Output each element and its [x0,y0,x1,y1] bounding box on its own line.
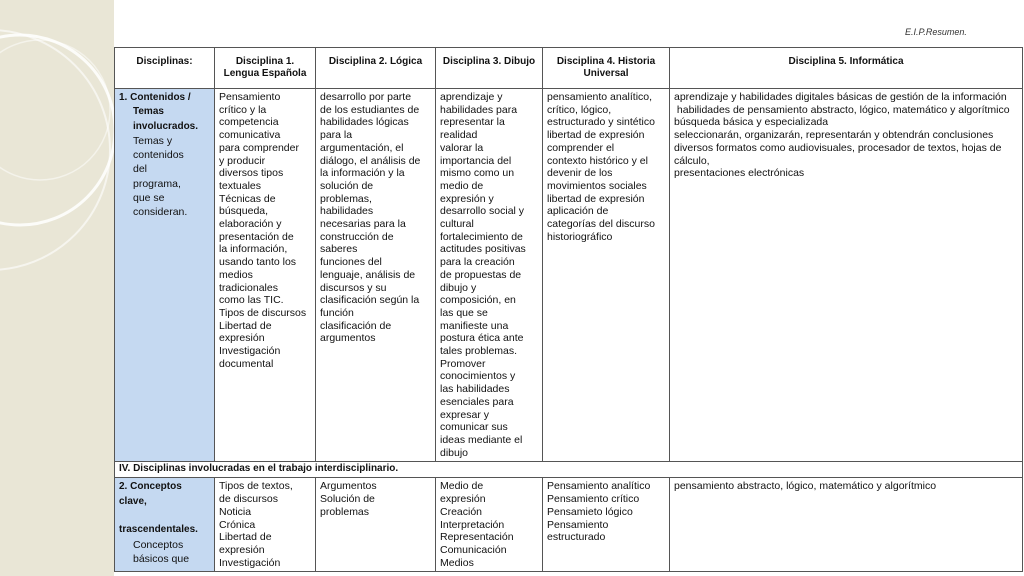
cell-line: habilidades lógicas [320,116,409,129]
cell-line: libertad de expresión [547,129,645,142]
cell-line: Argumentos [320,480,377,493]
column-header: Disciplinas: [115,48,215,89]
cell-line: aplicación de [547,205,609,218]
cell-line: documental [219,357,274,370]
cell-line: dibujo y [440,281,477,294]
row-label-line: básicos que [133,552,190,565]
cell-line: contexto histórico y el [547,154,648,167]
cell-line: Pensamiento [547,518,609,531]
cell-line: usando tanto los [219,256,297,269]
cell-line: Interpretación [440,518,505,531]
cell-line: competencia [219,116,279,129]
cell-line: habilidades para [440,103,518,116]
cell-line: para comprender [219,141,299,154]
cell-line: textuales [219,179,262,192]
cell-line: medios [219,268,253,281]
cell-line: habilidades de pensamiento abstracto, lógico, matemático y algorítmico [674,103,1010,116]
cell-line: de propuestas de [440,268,522,281]
cell-lengua [215,478,316,572]
cell-line: Libertad de [219,531,272,544]
cell-line: lenguaje, análisis de [320,268,416,281]
cell-line: Representación [440,531,514,544]
cell-line: expresión y [440,192,494,205]
cell-line: composición, en [440,294,516,307]
cell-line: libertad de expresión [547,192,645,205]
cell-line: estructurado [547,531,606,544]
cell-line: devenir de los [547,167,613,180]
cell-line: habilidades [320,205,374,218]
cell-line: expresión [219,543,265,556]
cell-line: fortalecimiento de [440,230,523,243]
row-label-line: 2. Conceptos [119,481,182,493]
cell-informatica [670,478,1023,572]
cell-line: tradicionales [219,281,278,294]
decorative-side-panel [0,0,114,576]
cell-line: diversos formatos como audiovisuales, procesador de textos, hojas de cálculo, [674,141,1005,167]
cell-line: Pensamieto lógico [547,505,633,518]
column-header: Disciplina 5. Informática [670,48,1023,89]
cell-line: problemas [320,505,370,518]
cell-line: seleccionarán, organizarán, representarán y obtendrán conclusiones [674,129,994,142]
cell-line: presentación de [219,230,294,243]
cell-line: y producir [219,154,266,167]
section-row [115,462,1023,478]
cell-line: desarrollo social y [440,205,525,218]
cell-line: argumentos [320,332,376,345]
cell-line: categorías del discurso [547,218,655,231]
cell-line: esenciales para [440,395,514,408]
cell-line: de discursos [219,493,278,506]
cell-line: ideas mediante el [440,433,523,446]
cell-line: valorar la [440,141,484,154]
cell-line: crítico, lógico, [547,103,612,116]
cell-line: Tipos de textos, [219,480,293,493]
cell-line: Medios [440,556,474,569]
cell-line: necesarias para la [320,218,406,231]
table-header-row [115,48,1023,89]
cell-line: saberes [320,243,358,256]
cell-line: desarrollo por parte [320,91,412,103]
column-header: Disciplina 4. Historia Universal [543,48,670,89]
cell-line: postura ética ante [440,332,524,345]
table-row [115,478,1023,572]
cell-line: conocimientos y [440,370,516,383]
cell-line: pensamiento analítico, [547,91,653,103]
cell-line: búsqueda, [219,205,269,218]
cell-line: Comunicación [440,543,507,556]
row-label-line: Conceptos [133,538,184,551]
row-label-line: Temas [133,106,164,118]
cell-line: tales problemas. [440,345,518,358]
cell-dibujo [436,89,543,462]
cell-line: estructurado y sintético [547,116,655,129]
cell-lengua [215,89,316,462]
row-label-line: trascendentales. [119,524,198,536]
cell-line: cultural [440,218,474,231]
cell-line: comprender el [547,141,615,154]
header-note: E.I.P.Resumen. [905,27,967,37]
cell-line: Crónica [219,518,256,531]
cell-line: para la creación [440,256,515,269]
cell-line: Medio de [440,480,484,493]
row-label-line: contenidos [133,149,184,162]
cell-line: comunicativa [219,129,281,142]
cell-line: Pensamiento [219,91,281,103]
cell-line: crítico y la [219,103,267,116]
cell-informatica [670,89,1023,462]
row-label-line: del [133,163,148,176]
row-label-line: que se [133,192,165,205]
cell-line: Técnicas de [219,192,276,205]
cell-line: Promover [440,357,486,370]
cell-line: aprendizaje y [440,91,503,103]
cell-line: representar la [440,116,505,129]
cell-line: como las TIC. [219,294,284,307]
cell-line: actitudes positivas [440,243,526,256]
row-label-line: consideran. [133,206,188,219]
cell-line: presentaciones electrónicas [674,167,805,180]
cell-line: dibujo [440,446,469,459]
column-header: Disciplina 1. Lengua Española [215,48,316,89]
cell-line: la información y la [320,167,405,180]
column-header: Disciplina 2. Lógica [316,48,436,89]
cell-line: las habilidades [440,383,510,396]
cell-line: argumentación, el [320,141,404,154]
column-header: Disciplina 3. Dibujo [436,48,543,89]
cell-line: función [320,306,354,319]
cell-line: las que se [440,306,488,319]
section-title: IV. Disciplinas involucradas en el trabajo interdisciplinario. [115,462,1023,478]
cell-line: para la [320,129,353,142]
cell-logica [316,89,436,462]
cell-line: clasificación según la [320,294,420,307]
cell-line: diálogo, el análisis de [320,154,421,167]
cell-line: diversos tipos [219,167,284,180]
cell-line: Pensamiento crítico [547,493,640,506]
cell-line: mismo como un [440,167,515,180]
decorative-curves [0,0,114,576]
cell-historia [543,478,670,572]
cell-line: expresión [440,493,486,506]
cell-dibujo [436,478,543,572]
cell-line: medio de [440,179,484,192]
cell-line: realidad [440,129,478,142]
row-label-line: Temas y [133,134,173,147]
cell-line: aprendizaje y habilidades digitales básicas de gestión de la información [674,91,1007,103]
cell-historia [543,89,670,462]
cell-line: historiográfico [547,230,613,243]
cell-line: discursos y su [320,281,387,294]
table-row [115,89,1023,462]
cell-line: Libertad de [219,319,272,332]
row-label-line: involucrados. [133,120,199,132]
cell-line: Tipos de discursos [219,306,307,319]
cell-line: elaboración y [219,218,282,231]
row-label-line [119,509,210,523]
cell-line: problemas, [320,192,372,205]
cell-line: comunicar sus [440,421,508,434]
cell-line: la información, [219,243,288,256]
row-label [115,478,215,572]
cell-line: expresar y [440,408,490,421]
cell-line: Creación [440,505,483,518]
row-label [115,89,215,462]
cell-line: Noticia [219,505,252,518]
cell-line: de los estudiantes de [320,103,420,116]
cell-line: búsqueda básica y especializada [674,116,829,129]
row-label-line: 1. Contenidos / [119,92,191,103]
cell-line: solución de [320,179,374,192]
interdisciplinary-table [114,47,1024,576]
cell-line: manifieste una [440,319,509,332]
cell-logica [316,478,436,572]
cell-line: clasificación de [320,319,392,332]
cell-line: Solución de [320,493,375,506]
cell-line: Investigación [219,345,281,358]
row-label-line: programa, [133,177,181,190]
cell-line: expresión [219,332,265,345]
cell-line: importancia del [440,154,512,167]
cell-line: movimientos sociales [547,179,647,192]
cell-line: funciones del [320,256,382,269]
cell-line: construcción de [320,230,394,243]
cell-line: Pensamiento analítico [547,480,651,493]
cell-line: Investigación [219,556,281,569]
cell-line: pensamiento abstracto, lógico, matemático y algorítmico [674,480,937,493]
row-label-line: clave, [119,495,147,507]
